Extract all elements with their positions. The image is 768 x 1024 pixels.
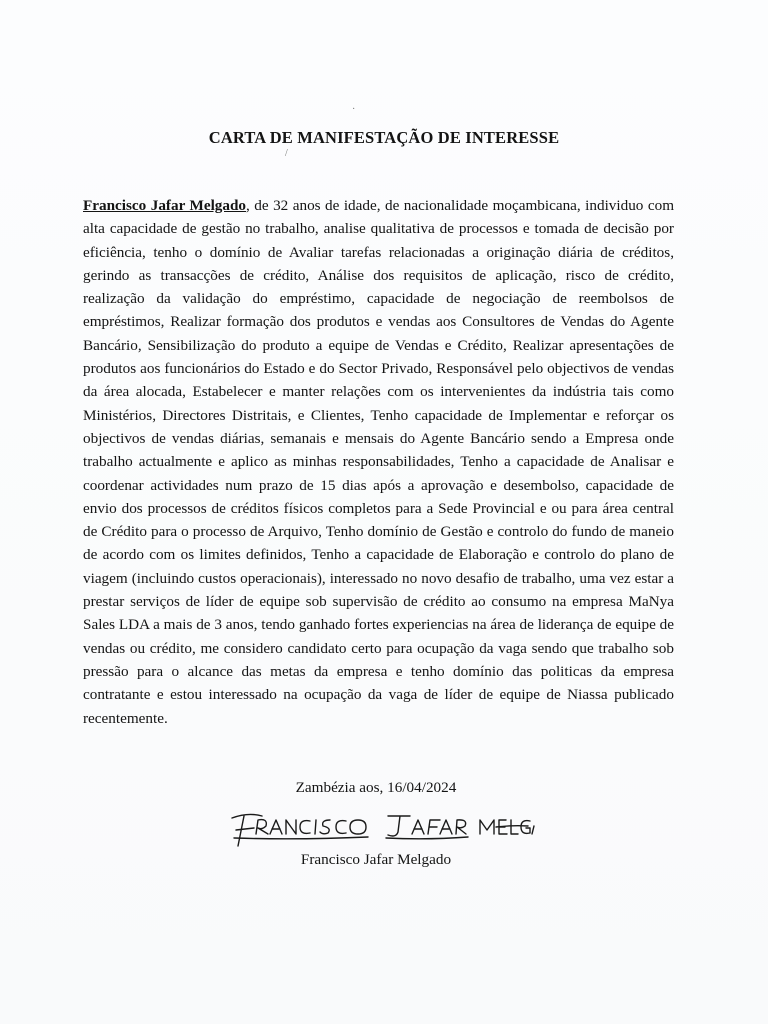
author-name: Francisco Jafar Melgado <box>83 197 247 214</box>
handwritten-signature <box>228 804 538 852</box>
letter-body <box>83 194 674 730</box>
scan-speck: · <box>352 104 356 115</box>
printed-name: Francisco Jafar Melgado <box>300 851 452 868</box>
place-and-date: Zambézia aos, 16/04/2024 <box>295 779 457 796</box>
letter-body-text: , de 32 anos de idade, de nacionalidade moçambicana, individuo com alta capacidade de gestão no trabalho, analise qualitativa de processos e tomada de decisão por eficiência, tenho o domínio de Avaliar tarefas relacionadas a originação diária de créditos, gerindo as transacções de crédito, Análise dos requisitos de aplicação, risco de crédito, realização da validação do empréstimo, capacidade de negociação de reembolsos de empréstimos, Realizar formação dos produtos e vendas aos Consultores de Vendas do Agente Bancário, Sensibilização do produto a equipe de Vendas e Crédito, Realizar apresentações de produtos aos funcionários do Estado e do Sector Privado, Responsável pelo objectivos de vendas da área alocada, Estabelecer e manter relações com os intervenientes da indústria tais como Ministérios, Directores Distritais, e Clientes, Tenho capacidade de Implementar e reforçar os objectivos de vendas diárias, semanais e mensais do Agente Bancário sendo a Empresa onde trabalho actualmente e aplico as minhas responsabilidades, Tenho a capacidade de Analisar e coordenar actividades num prazo de 15 dias após a aprovação e desembolso, capacidade de envio dos processos de créditos físicos completos para a Sede Provincial e ou para área central de Crédito para o processo de Arquivo, Tenho domínio de Gestão e controlo do fundo de maneio de acordo com os limites definidos, Tenho a capacidade de Elaboração e controlo do plano de viagem (incluindo custos operacionais), interessado no novo desafio de trabalho, uma vez estar a prestar serviços de líder de equipe sob supervisão de crédito ao consumo na empresa MaNya Sales LDA a mais de 3 anos, tendo ganhado fortes experiencias na área de liderança de equipe de vendas ou crédito, me considero candidato certo para ocupação da vaga sendo que trabalho sob pressão para o alcance das metas da empresa e tenho domínio das politicas da empresa contratante e estou interessado na ocupação da vaga de líder de equipe de Niassa publicado recentemente. <box>83 197 675 727</box>
page-title: CARTA DE MANIFESTAÇÃO DE INTERESSE <box>208 128 560 147</box>
scan-speck: / <box>285 148 288 159</box>
